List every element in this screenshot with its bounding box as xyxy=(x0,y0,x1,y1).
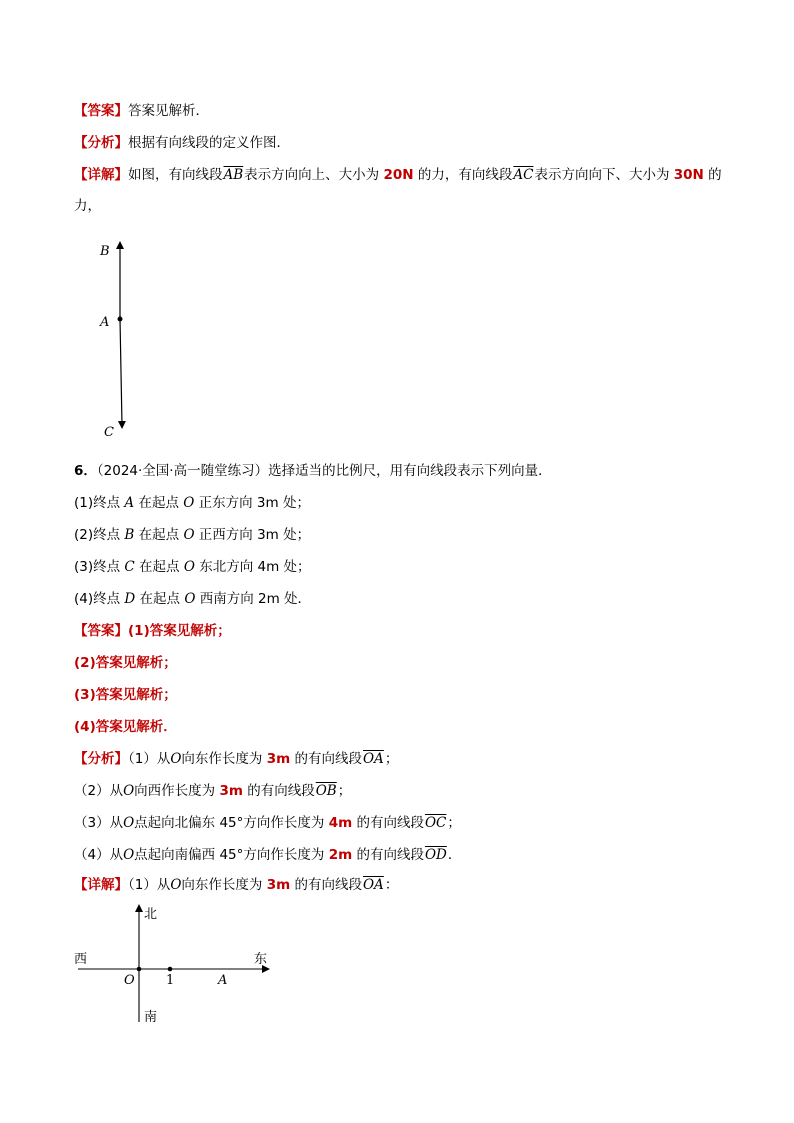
analysis-tag: 【分析】 xyxy=(74,751,128,767)
analysis-text: 点起向北偏东 45°方向作长度为 xyxy=(134,815,329,831)
north-label: 北 xyxy=(144,907,158,922)
analysis-length: 4m xyxy=(328,815,353,831)
answer-text: 答案见解析． xyxy=(128,103,209,119)
analysis-pre: （4）从 xyxy=(74,847,124,863)
item-mid: 在起点 xyxy=(134,527,184,543)
detail-length: 3m xyxy=(266,877,291,893)
analysis-length: 3m xyxy=(219,783,243,799)
item-post: 西南方向 2m 处． xyxy=(195,591,312,607)
detail-text-b: 表示方向向上、大小为 xyxy=(244,167,384,183)
analysis-vector: $\overline{OD}$ xyxy=(424,847,447,863)
label-a: A xyxy=(100,315,110,330)
detail-text-b: 的有向线段 xyxy=(290,877,362,893)
detail-text-e: 的 xyxy=(703,167,722,183)
item-pre: 终点 xyxy=(93,591,125,607)
detail-text-d: 表示方向向下、大小为 xyxy=(534,167,674,183)
question-source: （2024·全国·高一随堂练习） xyxy=(96,463,269,479)
q6-answer-line-4 xyxy=(74,718,177,736)
analysis-text-b: 的有向线段 xyxy=(290,751,362,767)
detail-text-cont: 力， xyxy=(74,198,101,214)
item-point: D xyxy=(124,591,136,607)
item-origin: O xyxy=(183,559,195,575)
analysis-vector: $\overline{OC}$ xyxy=(424,815,447,831)
analysis-origin: O xyxy=(123,783,135,799)
east-label: 东 xyxy=(254,952,268,967)
q6-analysis-line-2 xyxy=(74,782,351,800)
answer-tag: 【答案】 xyxy=(74,103,128,119)
q6-answer-line-3 xyxy=(74,686,177,704)
south-label: 南 xyxy=(144,1010,158,1025)
analysis-text-b: 的有向线段 xyxy=(352,847,424,863)
item-post: 正西方向 3m 处； xyxy=(194,527,311,543)
analysis-text: 向东作长度为 xyxy=(181,751,267,767)
origin-point xyxy=(137,967,142,972)
analysis-origin: O xyxy=(170,751,182,767)
analysis-line-1 xyxy=(74,134,290,152)
value-20n: 20N xyxy=(383,167,414,183)
item-mid: 在起点 xyxy=(134,559,184,575)
item-num: (3) xyxy=(74,559,94,575)
analysis-text: 向西作长度为 xyxy=(134,783,220,799)
item-pre: 终点 xyxy=(93,559,125,575)
question-6-header xyxy=(74,462,552,480)
item-point: C xyxy=(124,559,135,575)
compass-diagram xyxy=(70,900,280,1030)
detail-line-1 xyxy=(74,166,722,184)
detail-line-1-cont xyxy=(74,197,101,215)
item-point: B xyxy=(124,527,135,543)
detail-tag: 【详解】 xyxy=(74,167,128,183)
unit-point xyxy=(168,967,173,972)
question-item-1 xyxy=(74,494,310,512)
detail-text: 向东作长度为 xyxy=(181,877,267,893)
detail-text-a: 如图，有向线段 xyxy=(128,167,223,183)
question-item-3 xyxy=(74,558,311,576)
unit-label: 1 xyxy=(166,973,175,988)
item-pre: 终点 xyxy=(93,527,125,543)
answer-item-3: (3)答案见解析； xyxy=(74,687,177,703)
analysis-text: 根据有向线段的定义作图． xyxy=(128,135,290,151)
detail-text-c: 的力，有向线段 xyxy=(413,167,513,183)
answer-item-2: (2)答案见解析； xyxy=(74,655,177,671)
analysis-pre: （1）从 xyxy=(128,751,171,767)
analysis-vector: $\overline{OB}$ xyxy=(315,783,337,799)
item-origin: O xyxy=(183,495,195,511)
label-b: B xyxy=(100,244,110,259)
point-a xyxy=(118,317,123,322)
question-number: 6． xyxy=(74,463,97,479)
item-origin: O xyxy=(184,591,196,607)
detail-tag: 【详解】 xyxy=(74,877,128,893)
item-num: (1) xyxy=(74,495,94,511)
analysis-origin: O xyxy=(123,847,135,863)
item-mid: 在起点 xyxy=(134,495,184,511)
question-stem: 选择适当的比例尺，用有向线段表示下列向量． xyxy=(268,463,552,479)
analysis-vector: $\overline{OA}$ xyxy=(362,751,384,767)
item-num: (4) xyxy=(74,591,94,607)
analysis-pre: （3）从 xyxy=(74,815,124,831)
analysis-tag: 【分析】 xyxy=(74,135,128,151)
analysis-end: ； xyxy=(384,751,399,767)
analysis-end: ； xyxy=(337,783,352,799)
answer-item-4: (4)答案见解析． xyxy=(74,719,177,735)
answer-line-1 xyxy=(74,102,209,120)
item-point: A xyxy=(124,495,135,511)
q6-analysis-line-1 xyxy=(74,750,398,768)
q6-detail-line-1 xyxy=(74,876,398,894)
answer-tag: 【答案】 xyxy=(74,623,128,639)
west-label: 西 xyxy=(74,952,88,967)
question-item-2 xyxy=(74,526,310,544)
answer-item-1: (1)答案见解析； xyxy=(128,623,231,639)
detail-origin: O xyxy=(170,877,182,893)
q6-analysis-line-4 xyxy=(74,846,461,864)
item-num: (2) xyxy=(74,527,94,543)
detail-end: ： xyxy=(384,877,399,893)
analysis-length: 2m xyxy=(328,847,353,863)
origin-label: O xyxy=(124,973,135,988)
detail-vector: $\overline{OA}$ xyxy=(362,877,384,893)
q6-analysis-line-3 xyxy=(74,814,461,832)
analysis-origin: O xyxy=(123,815,135,831)
vector-ac: $\overline{AC}$ xyxy=(513,167,534,183)
analysis-length: 3m xyxy=(266,751,291,767)
analysis-text: 点起向南偏西 45°方向作长度为 xyxy=(134,847,329,863)
vector-ac-arrow xyxy=(120,319,122,425)
item-pre: 终点 xyxy=(93,495,125,511)
question-item-4 xyxy=(74,590,311,608)
q6-answer-line-1 xyxy=(74,622,231,640)
value-30n: 30N xyxy=(673,167,704,183)
item-origin: O xyxy=(183,527,195,543)
analysis-end: ； xyxy=(447,815,461,831)
analysis-text-b: 的有向线段 xyxy=(352,815,424,831)
analysis-pre: （2）从 xyxy=(74,783,124,799)
analysis-text-b: 的有向线段 xyxy=(242,783,315,799)
item-mid: 在起点 xyxy=(135,591,185,607)
vector-ab: $\overline{AB}$ xyxy=(223,167,244,183)
vector-diagram-1 xyxy=(90,235,150,445)
item-post: 正东方向 3m 处； xyxy=(194,495,310,511)
detail-pre: （1）从 xyxy=(128,877,171,893)
point-a-label: A xyxy=(218,973,228,988)
label-c: C xyxy=(104,425,114,440)
item-post: 东北方向 4m 处； xyxy=(194,559,311,575)
analysis-end: ． xyxy=(447,847,462,863)
q6-answer-line-2 xyxy=(74,654,177,672)
